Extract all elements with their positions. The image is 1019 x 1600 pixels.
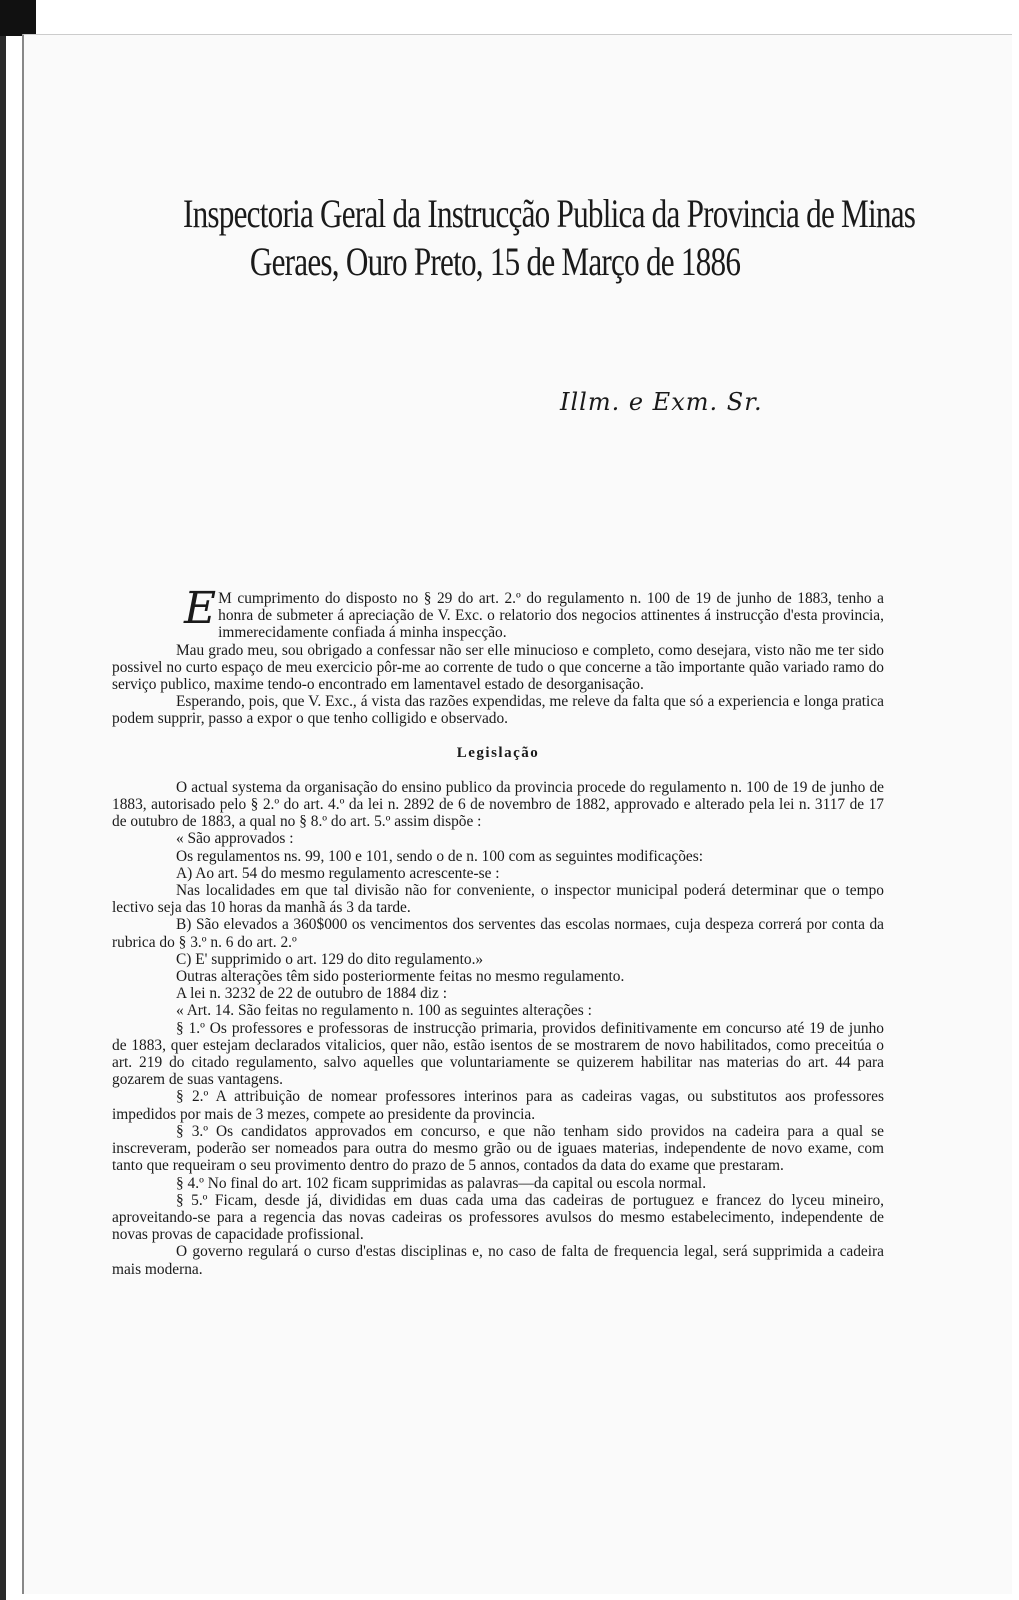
section-heading: Legislação bbox=[456, 744, 540, 761]
legislation-paragraph: Os regulamentos ns. 99, 100 e 101, sendo o de n. 100 com as seguintes modificações: bbox=[176, 847, 704, 865]
legislation-paragraph: O governo regulará o curso d'estas disciplinas e, no caso de falta de frequencia legal, será supprimida a cadeira mais moderna. bbox=[112, 1243, 884, 1278]
legislation-paragraph: C) E' supprimido o art. 129 do dito regulamento.» bbox=[176, 950, 484, 968]
legislation-paragraph: Nas localidades em que tal divisão não for conveniente, o inspector municipal poderá determinar que o tempo lectivo seja das 10 horas da manhã ás 3 da tarde. bbox=[112, 882, 884, 917]
salutation: Illm. e Exm. Sr. bbox=[560, 388, 763, 416]
intro-paragraph-2: Mau grado meu, sou obrigado a confessar não ser elle minucioso e completo, como desejara, visto não me ter sido possivel no curto espaço de meu exercicio pôr-me ao corrente de tudo o que concerne a tão importante quão variado ramo do serviço publico, maxime tendo-o encontrado em lamentavel estado de desorganisação. bbox=[112, 641, 884, 694]
scan-corner-mark bbox=[0, 0, 36, 36]
legislation-paragraph: B) São elevados a 360$000 os vencimentos dos serventes das escolas normaes, cuja despeza correrá por conta da rubrica do § 3.º n. 6 do art. 2.º bbox=[112, 916, 884, 951]
legislation-paragraph: § 3.º Os candidatos approvados em concurso, e que não tenham sido providos na cadeira para a qual se inscreveram, poderão ser nomeados para outra do mesmo grão ou de iguaes materias, independente de novo exame, com tanto que requeiram o seu provimento dentro do prazo de 5 annos, contados da data do exame que prestaram. bbox=[112, 1122, 884, 1175]
intro-paragraph-1-text: M cumprimento do disposto no § 29 do art. 2.º do regulamento n. 100 de 19 de junho de 1883, tenho a honra de submeter á apreciação de V. Exc. o relatorio dos negocios attinentes á instrucção d'esta provincia, immerecidamente confiada á minha inspecção. bbox=[218, 590, 884, 642]
document-title bbox=[183, 190, 916, 286]
legislation-paragraph: § 2.º A attribuição de nomear professores interinos para as cadeiras vagas, ou substitutos aos professores impedidos por mais de 3 mezes, compete ao presidente da provincia. bbox=[112, 1088, 884, 1123]
legislation-paragraph: « Art. 14. São feitas no regulamento n. 100 as seguintes alterações : bbox=[176, 1002, 592, 1020]
legislation-paragraph: § 1.º Os professores e professoras de instrucção primaria, providos definitivamente em concurso até 19 de junho de 1883, quer estejam declarados vitalicios, quer não, estão isentos de se mostrarem de novo habilitados, como preceitúa o art. 219 do citado regulamento, salvo aquelles que voluntariamente se quizerem habilitar nas materias do art. 44 para gozarem de suas vantagens. bbox=[112, 1019, 884, 1089]
title-line-1: Inspectoria Geral da Instrucção Publica da Provincia de Minas bbox=[183, 191, 916, 236]
dropcap: E bbox=[184, 583, 217, 634]
document-body bbox=[112, 583, 884, 1278]
legislation-paragraph: § 5.º Ficam, desde já, divididas em duas cada uma das cadeiras de portuguez e francez do lyceu mineiro, aproveitando-se para a regencia das novas cadeiras os professores avulsos do mesmo estabelecimento, independente de novas provas de capacidade profissional. bbox=[112, 1191, 884, 1244]
legislation-paragraph: A lei n. 3232 de 22 de outubro de 1884 diz : bbox=[176, 985, 448, 1003]
scan-edge bbox=[0, 0, 6, 1600]
legislation-paragraph: O actual systema da organisação do ensino publico da provincia procede do regulamento n. 100 de 19 de junho de 1883, autorisado pelo § 2.º do art. 4.º da lei n. 2892 de 6 de novembro de 1882, approvado e alterado pela lei n. 3117 de 17 de outubro de 1883, a qual no § 8.º do art. 5.º assim dispõe : bbox=[112, 778, 884, 831]
intro-paragraph-1 bbox=[112, 583, 884, 642]
title-line-2: Geraes, Ouro Preto, 15 de Março de 1886 bbox=[249, 239, 741, 284]
legislation-paragraph: A) Ao art. 54 do mesmo regulamento acrescente-se : bbox=[176, 864, 500, 882]
legislation-paragraph: Outras alterações têm sido posteriormente feitas no mesmo regulamento. bbox=[176, 968, 625, 986]
legislation-paragraph: « São approvados : bbox=[176, 830, 294, 848]
legislation-paragraph: § 4.º No final do art. 102 ficam supprimidas as palavras—da capital ou escola normal. bbox=[176, 1174, 707, 1192]
intro-paragraph-3: Esperando, pois, que V. Exc., á vista das razões expendidas, me releve da falta que só a experiencia e longa pratica podem supprir, passo a expor o que tenho colligido e observado. bbox=[112, 693, 884, 728]
